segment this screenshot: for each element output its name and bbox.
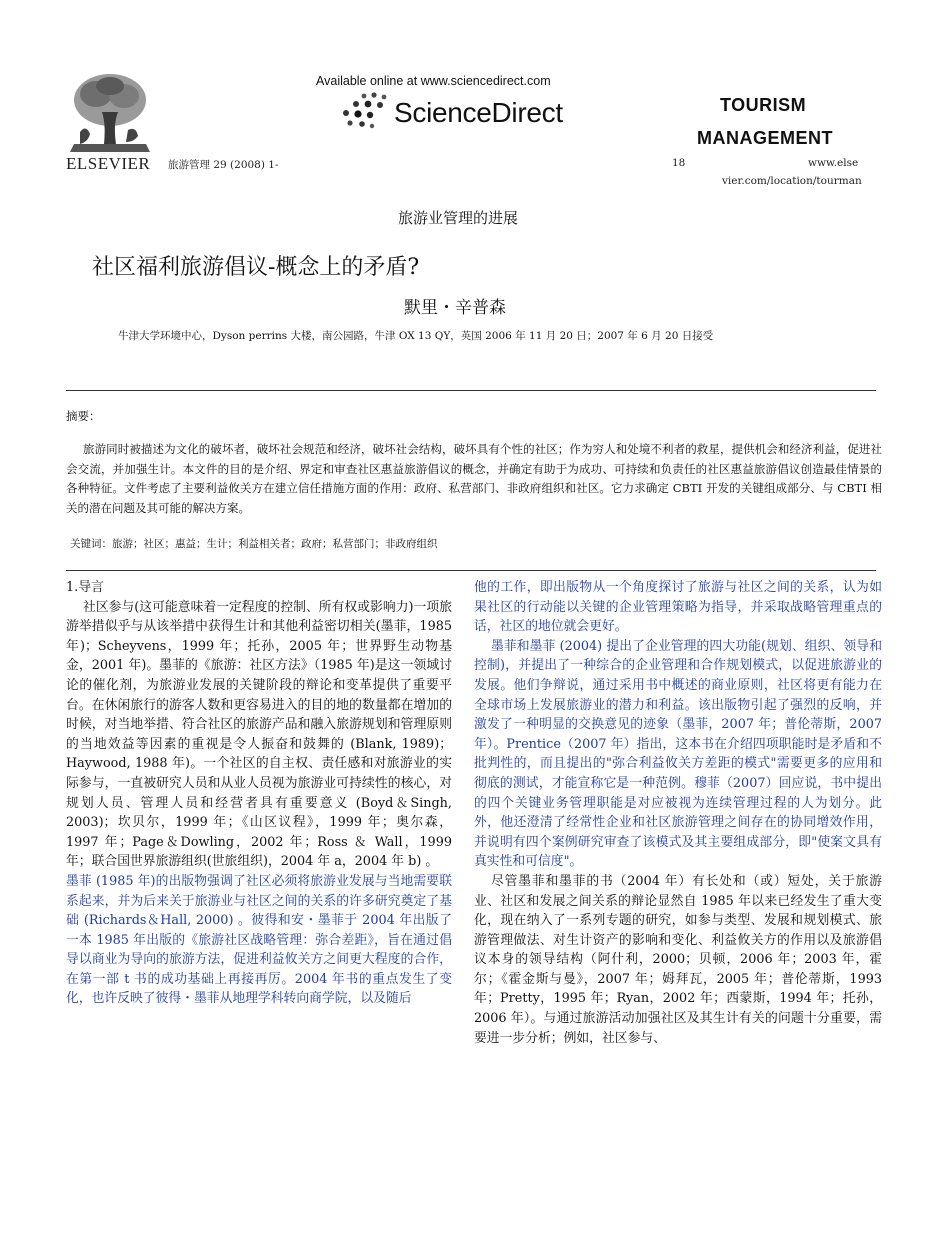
author-affiliation: 牛津大学环境中心，Dyson perrins 大楼，南公园路，牛津 OX 13 QY，英国 2006 年 11 月 20 日；2007 年 6 月 20 日接受 — [118, 330, 714, 342]
journal-name-line1: TOURISM — [720, 95, 807, 115]
article-title: 社区福利旅游倡议-概念上的矛盾? — [92, 255, 420, 280]
body-paragraph: 墨菲 (1985 年)的出版物强调了社区必须将旅游业发展与当地需要联系起来，并为后来关于旅游业与社区之间的关系的许多研究奠定了基础 (Richards＆Hall, 2000) 。彼得和安・墨菲于 2004 年出版了一本 1985 年出版的《旅游社区战略管理：弥合差距》，旨在通过倡导以商业为导向的旅游方法，促进利益攸关方之间更大程度的合作，在第一部 t 书的成功基础上再接再厉。2004 年书的重点发生了变化，也许反映了彼得・墨菲从地理学科转向商学院，以及随后 — [66, 873, 452, 1007]
sciencedirect-dots-icon — [336, 92, 396, 132]
body-paragraph: 社区参与(这可能意味着一定程度的控制、所有权或影响力)一项旅游举措似乎与从该举措中获得生计和其他利益密切相关(墨菲，1985 年)；Scheyvens，1999 年；托孙，2005 年；世界野生动物基金，2001 年)。墨菲的《旅游：社区方法》（1985 年)是这一领域讨论的催化剂，为旅游业发展的关键阶段的辩论和变革提供了重要平台。在休闲旅行的游客人数和更容易进入的目的地的数量都在增加的时候，对当地举措、符合社区的旅游产品和融入旅游规划和管理原则的当地效益等因素的重视是令人振奋和鼓舞的 (Blank, 1989)；Haywood, 1988 年)。一个社区的自主权、责任感和对旅游业的实际参与，一直被研究人员和从业人员视为旅游业可持续性的核心，对规划人员、管理人员和经营者具有重要意义 (Boyd＆Singh, 2003)；坎贝尔，1999 年；《山区议程》，1999 年；奥尔森，1997 年；Page＆Dowling，2002 年；Ross ＆ Wall，1999 年；联合国世界旅游组织(世旅组织)，2004 年 a，2004 年 b) 。 — [66, 599, 452, 870]
journal-name-line2: MANAGEMENT — [697, 128, 833, 148]
keywords: 关键词：旅游；社区；惠益；生计；利益相关者；政府；私营部门；非政府组织 — [70, 538, 438, 550]
section-heading: 1.导言 — [66, 580, 104, 595]
article-author: 默里・辛普森 — [404, 298, 506, 318]
body-right-column — [474, 578, 882, 1048]
journal-url-line2[interactable]: vier.com/location/tourman — [722, 175, 862, 187]
available-online-text[interactable]: Available online at www.sciencedirect.com — [316, 74, 551, 88]
article-section-label: 旅游业管理的进展 — [398, 209, 519, 227]
body-paragraph: 尽管墨菲和墨菲的书（2004 年）有长处和（或）短处，关于旅游业、社区和发展之间关系的辩论显然自 1985 年以来已经发生了重大变化，现在纳入了一系列专题的研究，如参与类型、发展和规划模式、旅游管理做法、对生计资产的影响和变化、利益攸关方的作用以及旅游倡议本身的领导结构（阿什利，2000；贝顿，2006 年；2003 年，霍尔；《霍金斯与曼》，2007 年；姆拜瓦，2005 年；普伦蒂斯，1993 年；Pretty，1995 年；Ryan，2002 年；西蒙斯，1994 年；托孙，2006 年）。与通过旅游活动加强社区及其生计有关的问题十分重要，需要进一步分析；例如，社区参与、 — [474, 873, 882, 1046]
abstract-heading: 摘要： — [66, 409, 101, 423]
publisher-name: ELSEVIER — [66, 154, 151, 173]
body-left-column — [66, 578, 452, 1009]
journal-citation: 旅游管理 29 (2008) 1- — [168, 159, 279, 171]
divider-bottom — [66, 570, 876, 571]
divider-top — [66, 390, 876, 391]
journal-page-range: 18 — [672, 157, 686, 169]
body-paragraph: 墨菲和墨菲 (2004) 提出了企业管理的四大功能(规划、组织、领导和控制)，并提出了一种综合的企业管理和合作规划模式，以促进旅游业的发展。他们争辩说，通过采用书中概述的商业原则，社区将更有能力在全球市场上发展旅游业的潜力和利益。该出版物引起了强烈的反响，并激发了一种明显的交换意见的迹象（墨菲，2007 年；普伦蒂斯，2007 年）。Prentice（2007 年）指出，这本书在介绍四项职能时是矛盾和不批判性的，而且提出的"弥合利益攸关方差距的模式"需要更多的应用和彻底的测试，才能宣称它是一种范例。穆菲（2007）回应说，书中提出的四个关键业务管理职能是对应被视为连续管理过程的人为划分。此外，他还澄清了经常性企业和社区旅游管理之间存在的协同增效作用，并说明有四个案例研究审查了该模式及其主要组成部分，即"使案文具有真实性和可信度"。 — [474, 638, 882, 870]
body-paragraph: 他的工作，即出版物从一个角度探讨了旅游与社区之间的关系，认为如果社区的行动能以关键的企业管理策略为指导，并采取战略管理重点的话，社区的地位就会更好。 — [474, 580, 882, 635]
journal-url-line1[interactable]: www.else — [808, 157, 859, 169]
abstract-text: 旅游同时被描述为文化的破坏者，破坏社会规范和经济，破坏社会结构，破坏具有个性的社区；作为穷人和处境不利者的救星，提供机会和经济利益，促进社会交流，并加强生计。本文件的目的是介绍、界定和审查社区惠益旅游倡议的概念，并确定有助于为成功、可持续和负责任的社区惠益旅游倡议创造最佳情景的各种特征。文件考虑了主要利益攸关方在建立信任措施方面的作用：政府、私营部门、非政府组织和社区。它力求确定 CBTI 开发的关键组成部分、与 CBTI 相关的潜在问题及其可能的解决方案。 — [66, 442, 882, 515]
sciencedirect-logo-text[interactable]: ScienceDirect — [394, 97, 563, 128]
